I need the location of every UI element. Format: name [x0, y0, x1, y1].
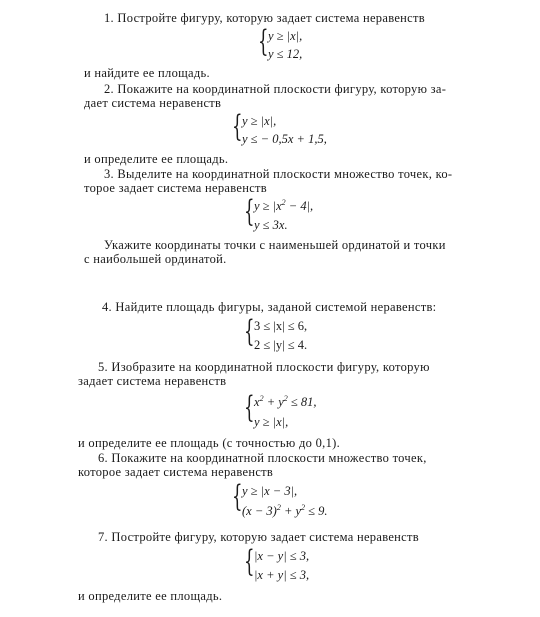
- system-row-1: y ≥ |x|,: [242, 114, 277, 128]
- problem-3-conclusion-cont: с наибольшей ординатой.: [84, 252, 227, 266]
- problem-3-statement: 3. Выделите на координатной плоскости множество точек, ко-: [104, 167, 453, 181]
- system-row-2: y ≤ − 0,5x + 1,5,: [242, 132, 327, 146]
- system-row-1: y ≥ |x|,: [268, 29, 303, 43]
- brace-icon: {: [232, 109, 243, 144]
- brace-icon: {: [244, 544, 255, 579]
- problem-2-statement-cont: дает система неравенств: [84, 96, 222, 110]
- system-row-2: y ≥ |x|,: [254, 415, 289, 429]
- brace-icon: {: [244, 390, 255, 425]
- problem-5-conclusion: и определите ее площадь (с точностью до 0,1).: [78, 436, 341, 450]
- system-row-2: y ≤ 3x.: [254, 218, 288, 232]
- problem-4-statement: 4. Найдите площадь фигуры, заданой системой неравенств:: [102, 300, 437, 314]
- brace-icon: {: [232, 479, 243, 514]
- system-row-1: |x − y| ≤ 3,: [254, 549, 310, 563]
- problem-7-statement: 7. Постройте фигуру, которую задает система неравенств: [98, 530, 419, 544]
- problem-5-statement: 5. Изобразите на координатной плоскости фигуру, которую: [98, 360, 430, 374]
- system-row-1: 3 ≤ |x| ≤ 6,: [254, 319, 308, 333]
- brace-icon: {: [258, 24, 269, 59]
- brace-icon: {: [244, 194, 255, 229]
- problem-7-conclusion: и определите ее площадь.: [78, 589, 223, 603]
- system-row-2: |x + y| ≤ 3,: [254, 568, 310, 582]
- system-row-1: $y \ge |x^2 - 4|$,: [254, 198, 314, 213]
- problem-2-conclusion: и определите ее площадь.: [84, 152, 229, 166]
- problem-3-statement-cont: торое задает система неравенств: [84, 181, 268, 195]
- problem-2-statement: 2. Покажите на координатной плоскости фигуру, которую за-: [104, 82, 447, 96]
- problem-6-statement-cont: которое задает система неравенств: [78, 465, 274, 479]
- system-row-1: $x^2 + y^2 \le 81$,: [254, 394, 317, 409]
- system-row-2: y ≤ 12,: [268, 47, 303, 61]
- system-row-2: $(x - 3)^2 + y^2 \le 9$.: [242, 503, 328, 518]
- problem-3-conclusion: Укажите координаты точки с наименьшей ординатой и точки: [104, 238, 446, 252]
- problem-1-conclusion: и найдите ее площадь.: [84, 66, 210, 80]
- brace-icon: {: [244, 314, 255, 349]
- system-row-2: 2 ≤ |y| ≤ 4.: [254, 338, 308, 352]
- problem-6-statement: 6. Покажите на координатной плоскости множество точек,: [98, 451, 427, 465]
- problem-5-statement-cont: задает система неравенств: [78, 374, 227, 388]
- problem-1-statement: 1. Постройте фигуру, которую задает система неравенств: [104, 11, 425, 25]
- system-row-1: y ≥ |x − 3|,: [242, 484, 298, 498]
